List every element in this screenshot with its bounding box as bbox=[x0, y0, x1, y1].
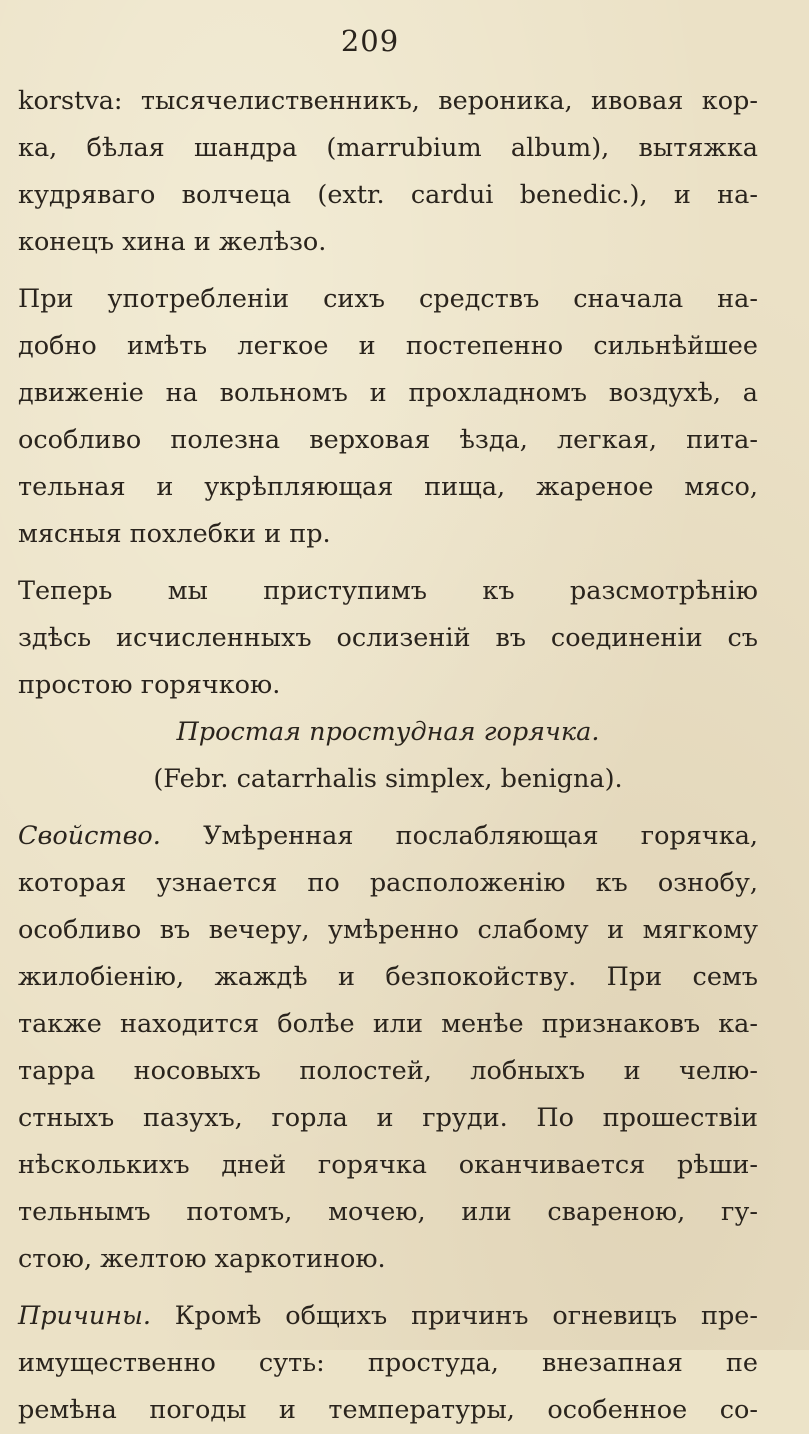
text-line: Теперь мы приступимъ къ разсмотрѣнію bbox=[18, 576, 758, 606]
text-line: простою горячкою. bbox=[18, 670, 281, 700]
text-line: мясныя похлебки и пр. bbox=[18, 519, 331, 549]
text-line: также находится болѣе или менѣе признаковъ ка- bbox=[18, 1009, 758, 1039]
text-line: тельная и укрѣпляющая пища, жареное мясо, bbox=[18, 472, 758, 502]
text-line: жилобіенію, жаждѣ и безпокойству. При семъ bbox=[18, 962, 758, 992]
text-line: нѣсколькихъ дней горячка оканчивается рѣши- bbox=[18, 1150, 758, 1180]
text-line: При употребленіи сихъ средствъ сначала на- bbox=[18, 284, 758, 314]
text-line: особливо полезна верховая ѣзда, легкая, пита- bbox=[18, 425, 758, 455]
section-heading: Простая простудная горячка. bbox=[176, 717, 600, 747]
paragraph-label: Свойство. bbox=[18, 821, 161, 851]
text-block bbox=[18, 78, 758, 1434]
text-line: стою, желтою харкотиною. bbox=[18, 1244, 386, 1274]
text-line: кудряваго волчеца (extr. cardui benedic.), и на- bbox=[18, 180, 758, 210]
paragraph-5 bbox=[18, 1293, 758, 1434]
text-line: конецъ хина и желѣзо. bbox=[18, 227, 327, 257]
text-line: здѣсь исчисленныхъ ослизеній въ соединеніи съ bbox=[18, 623, 758, 653]
paragraph-2 bbox=[18, 276, 758, 558]
paragraph-4 bbox=[18, 813, 758, 1283]
paragraph-1 bbox=[18, 78, 758, 266]
text-line: которая узнается по расположенію къ ознобу, bbox=[18, 868, 758, 898]
page-number: 209 bbox=[340, 24, 400, 58]
text-line: тарра носовыхъ полостей, лобныхъ и челю- bbox=[18, 1056, 758, 1086]
paragraph-label: Причины. bbox=[18, 1301, 151, 1331]
paragraph-3 bbox=[18, 568, 758, 709]
text-line: стныхъ пазухъ, горла и груди. По прошествіи bbox=[18, 1103, 758, 1133]
section-subheading: (Febr. catarrhalis simplex, benigna). bbox=[153, 764, 623, 794]
text-line: имущественно суть: простуда, внезапная пе bbox=[18, 1348, 758, 1378]
text-line: ка, бѣлая шандра (marrubium album), вытяжка bbox=[18, 133, 758, 163]
text-span: Умѣренная послабляющая горячка, bbox=[160, 821, 758, 851]
text-line: ремѣна погоды и температуры, особенное со- bbox=[18, 1395, 758, 1425]
text-line: тельнымъ потомъ, мочею, или свареною, гу- bbox=[18, 1197, 758, 1227]
text-line: особливо въ вечеру, умѣренно слабому и мягкому bbox=[18, 915, 758, 945]
text-span: Кромѣ общихъ причинъ огневицъ пре- bbox=[150, 1301, 758, 1331]
text-line: добно имѣть легкое и постепенно сильнѣйшее bbox=[18, 331, 758, 361]
text-line bbox=[18, 813, 758, 860]
text-line: korstva: тысячелиственникъ, вероника, ивовая кор- bbox=[18, 86, 758, 116]
text-line: движеніе на вольномъ и прохладномъ воздухѣ, а bbox=[18, 378, 758, 408]
text-line bbox=[18, 1293, 758, 1340]
